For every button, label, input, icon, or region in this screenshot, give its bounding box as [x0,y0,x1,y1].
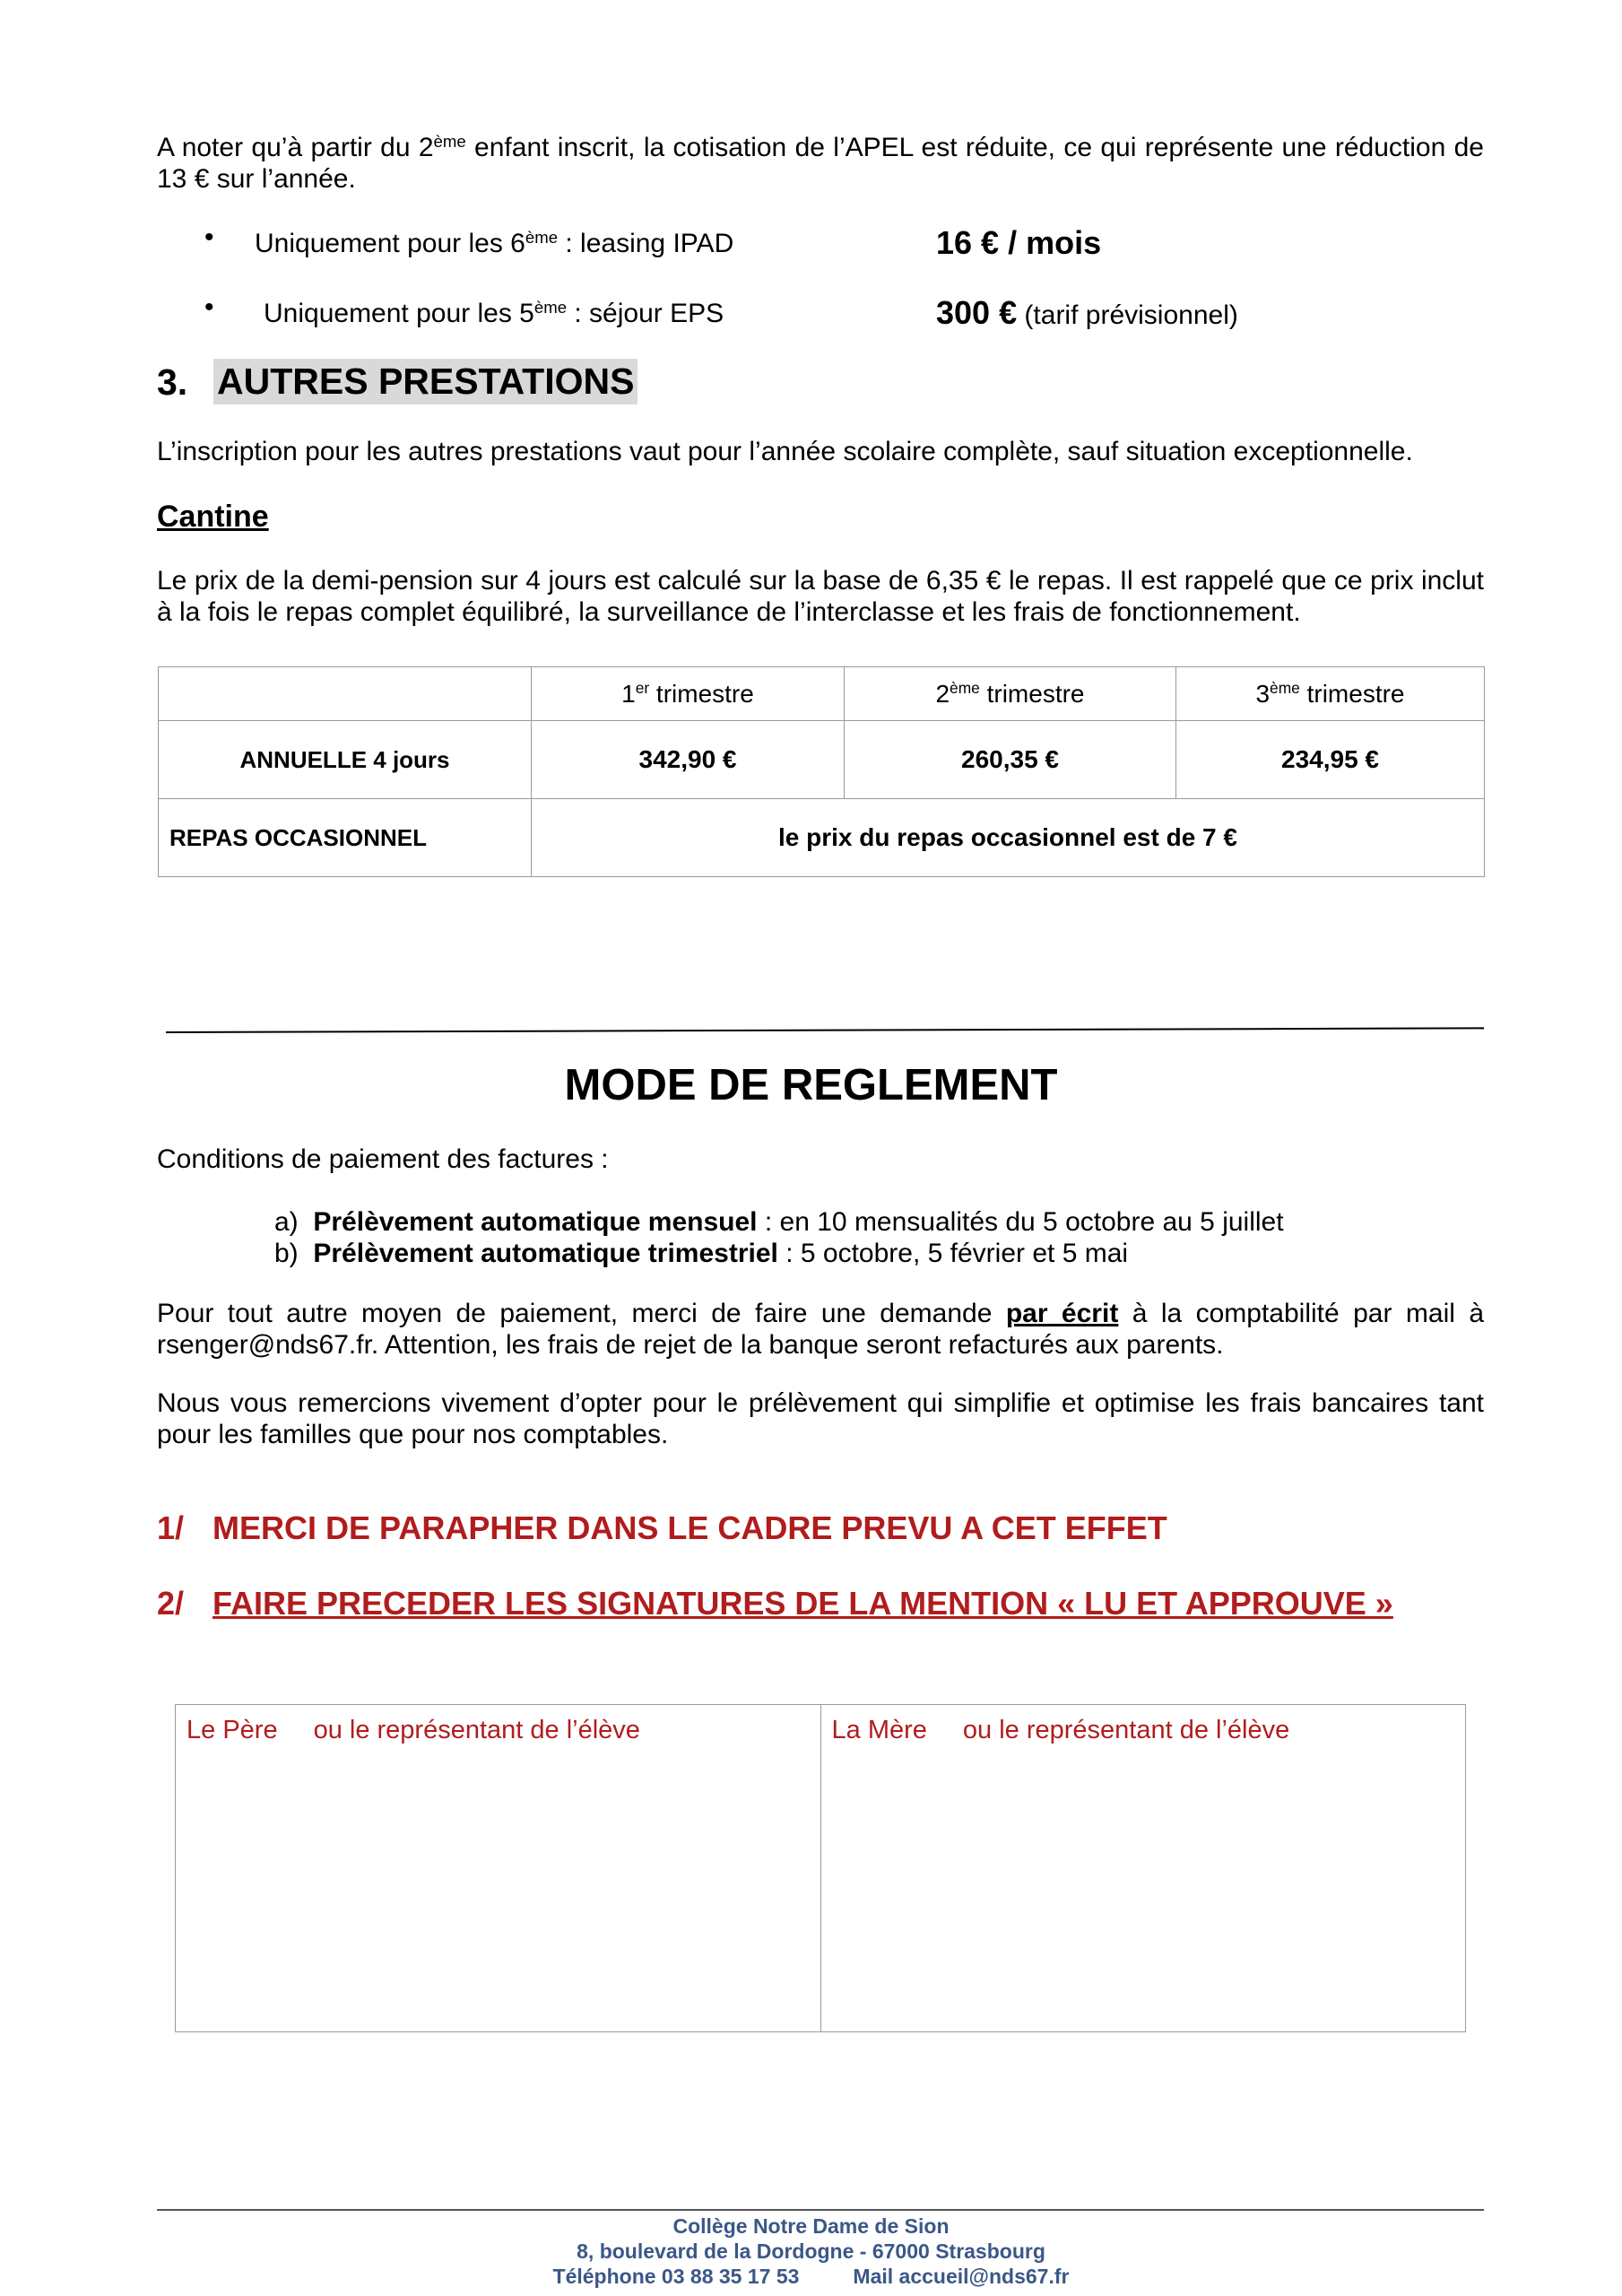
footer-school: Collège Notre Dame de Sion [672,2214,950,2238]
section-intro: L’inscription pour les autres prestations vaut pour l’année scolaire complète, sauf situation exceptionnelle. [157,437,1413,466]
instruction-lu-approuve: FAIRE PRECEDER LES SIGNATURES DE LA MENTION « LU ET APPROUVE » [213,1585,1393,1622]
separator-line [166,1027,1484,1033]
payment-option: a) Prélèvement automatique mensuel : en 10 mensualités du 5 octobre au 5 juillet [274,1207,1284,1237]
payment-option: b) Prélèvement automatique trimestriel : 5 octobre, 5 février et 5 mai [274,1239,1129,1268]
mother-signature-box[interactable] [820,1705,1466,2032]
row-label: ANNUELLE 4 jours [159,721,532,799]
other-payment-note: Pour tout autre moyen de paiement, merci de faire une demande par écrit à la comptabilité par mail à rsenger@nds67.fr. Attention, les frais de rejet de la banque seront refacturés aux parents. [157,1299,1485,1360]
footer-phone: Téléphone 03 88 35 17 53 [552,2265,800,2288]
table-header-row [159,667,1485,721]
bullet-dot: • [204,292,214,322]
table-header-cell: 2ème trimestre [845,667,1176,721]
signature-table [175,1704,1466,2032]
footer-rule [157,2209,1484,2211]
footer-address: 8, boulevard de la Dordogne - 67000 Strasbourg [577,2239,1045,2263]
father-sub-label: ou le représentant de l’élève [313,1716,640,1744]
bullet-ipad-label: Uniquement pour les 6ème : leasing IPAD [255,227,734,258]
instruction-paraph: MERCI DE PARAPHER DANS LE CADRE PREVU A CET EFFET [213,1509,1167,1546]
father-label: Le Père [186,1716,278,1744]
thanks-note: Nous vous remercions vivement d’opter pour le prélèvement qui simplifie et optimise les frais bancaires tant pour les familles que pour nos comptables. [157,1388,1484,1449]
apel-reduction-note: A noter qu’à partir du 2ème enfant inscrit, la cotisation de l’APEL est réduite, ce qui représente une réduction de 13 € sur l’année. [157,131,1484,194]
bullet-dot: • [204,222,214,252]
cantine-text: Le prix de la demi-pension sur 4 jours est calculé sur la base de 6,35 € le repas. Il est rappelé que ce prix inclut à la fois le repas complet équilibré, la surveillance de l’interclasse et les frais de fonctionnement. [157,566,1484,627]
row-label: REPAS OCCASIONNEL [159,799,532,877]
table-header-cell: 1er trimestre [532,667,845,721]
mother-sub-label: ou le représentant de l’élève [962,1716,1290,1744]
section-title: AUTRES PRESTATIONS [213,359,638,404]
bullet-eps-price: 300 € (tarif prévisionnel) [936,294,1238,331]
section-number: 3. [157,361,188,403]
bullet-ipad-price: 16 € / mois [936,224,1102,261]
mother-label: La Mère [831,1716,927,1744]
table-cell: le prix du repas occasionnel est de 7 € [532,799,1485,877]
table-row [159,721,1485,799]
cantine-price-table [158,666,1485,877]
bullet-eps-label: Uniquement pour les 5ème : séjour EPS [264,297,724,328]
table-row [159,799,1485,877]
reglement-title: MODE DE REGLEMENT [564,1061,1058,1109]
table-header-cell: 3ème trimestre [1176,667,1485,721]
table-cell: 260,35 € [845,721,1176,799]
table-cell: 234,95 € [1176,721,1485,799]
instruction-number: 2/ [157,1585,185,1622]
footer-mail[interactable]: Mail accueil@nds67.fr [853,2265,1070,2288]
father-signature-box[interactable] [176,1705,821,2032]
footer [0,2213,1622,2289]
table-cell: 342,90 € [532,721,845,799]
cantine-heading: Cantine [157,500,269,534]
footer-contact [0,2264,1622,2289]
payment-conditions: Conditions de paiement des factures : [157,1144,609,1174]
table-corner-cell [159,667,532,721]
instruction-number: 1/ [157,1509,185,1546]
